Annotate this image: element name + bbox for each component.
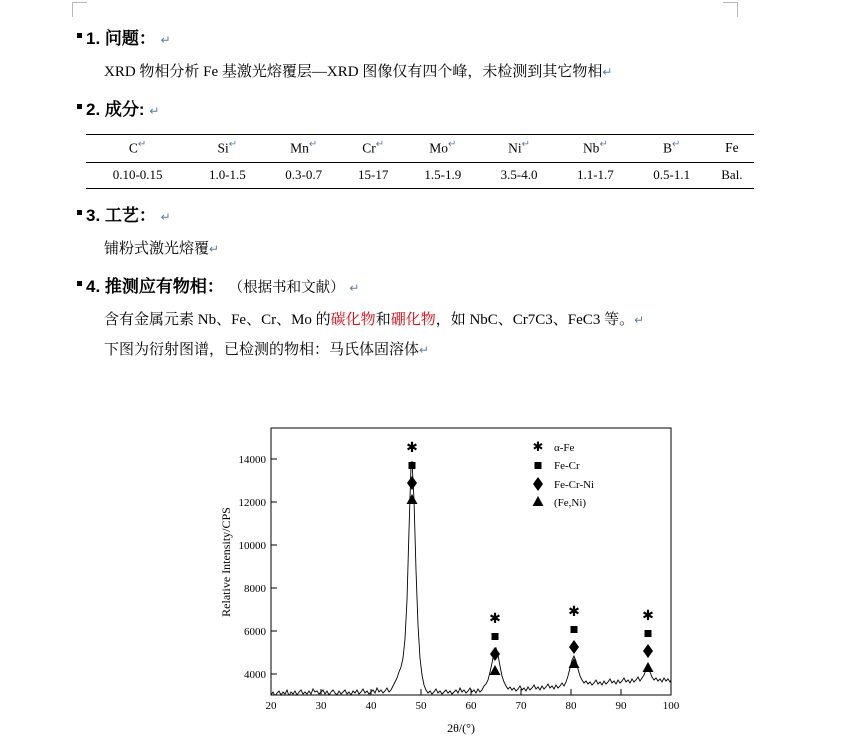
table-cell: 0.10-0.15 [86,162,189,188]
header-label: Si [217,140,229,156]
legend-label: α-Fe [554,442,575,454]
section-title-1: 问题： [104,29,156,48]
margin-mark-top-left [72,2,87,17]
section-heading-4 [86,274,746,301]
section-number-4: 4. [86,276,101,296]
xrd-chart [196,420,796,750]
section-body-text-1: XRD 物相分析 Fe 基激光熔覆层—XRD 图像仅有四个峰，未检测到其它物相 [104,64,603,80]
svg-text:10000: 10000 [238,540,266,552]
svg-text:12000: 12000 [238,497,266,509]
phase-paragraph-line-2 [104,335,746,365]
svg-text:6000: 6000 [244,626,266,638]
header-label: B [662,140,672,156]
table-cell: 1.1-1.7 [557,162,633,188]
svg-text:80: 80 [565,700,577,712]
table-header-cell [189,135,265,163]
svg-text:14000: 14000 [238,454,266,466]
svg-text:4000: 4000 [244,669,266,681]
paragraph-bullet-icon [77,104,82,109]
header-label: Mo [429,140,448,156]
svg-text:8000: 8000 [244,583,266,595]
header-label: C [128,140,138,156]
section-body-text-3: 铺粉式激光熔覆 [104,240,210,257]
svg-text:60: 60 [465,700,477,712]
phase-text-line2: 下图为衍射图谱，已检测的物相：马氏体固溶体 [104,341,420,358]
paragraph-bullet-icon [77,33,82,38]
paragraph-mark-icon: ↵ [308,139,318,150]
square-marker [645,630,652,637]
paragraph-mark-icon: ↵ [228,139,238,150]
phase-text-post: ，如 NbC、Cr7C3、FeC3 等。 [435,311,635,328]
header-label: Cr [362,140,376,156]
paragraph-mark-icon: ↵ [209,241,220,256]
section-number-3: 3. [86,205,101,225]
table-header-row [86,135,754,163]
section-body-3 [104,234,746,264]
square-marker [492,633,499,640]
legend-label: Fe-Cr [554,460,580,472]
star-marker: ✱ [406,441,418,456]
paragraph-mark-icon: ↵ [671,139,681,150]
paragraph-bullet-icon [77,281,82,286]
phase-text-mid: 和 [375,311,391,328]
table-header-cell [405,135,481,163]
table-header-cell [634,135,710,163]
table-cell: 15-17 [342,162,405,188]
paragraph-mark-icon: ↵ [160,209,171,224]
phase-paragraph-line-1 [104,305,746,335]
paragraph-mark-icon: ↵ [602,65,613,79]
table-cell: Bal. [710,162,754,188]
paragraph-mark-icon: ↵ [419,342,430,357]
svg-text:70: 70 [515,700,527,712]
square-marker [571,626,578,633]
section-heading-2 [86,97,746,124]
paragraph-mark-icon: ↵ [149,104,160,118]
svg-text:20: 20 [265,700,277,712]
legend-label: (Fe,Ni) [554,497,587,509]
margin-mark-top-right [723,2,738,17]
header-label: Mn [290,140,309,156]
phase-text-boride: 硼化物 [390,311,436,328]
table-cell: 3.5-4.0 [481,162,557,188]
x-axis-label: 2θ/(°) [447,721,475,735]
xrd-chart-svg [196,420,796,750]
paragraph-mark-icon: ↵ [137,139,147,150]
paragraph-mark-icon: ↵ [634,312,645,327]
section-title-4: 推测应有物相： [104,276,224,296]
plot-frame [271,428,671,695]
paragraph-mark-icon: ↵ [349,280,360,295]
table-cell: 1.0-1.5 [189,162,265,188]
section-subtitle-4: （根据书和文献） [228,279,345,296]
table-header-cell [266,135,342,163]
table-header-cell [86,135,189,163]
svg-text:30: 30 [315,700,327,712]
section-number-1: 1. [86,29,101,48]
header-label: Fe [725,139,739,155]
section-heading-3 [86,203,746,230]
legend-label: Fe-Cr-Ni [554,479,595,491]
table-cell: 0.5-1.1 [634,162,710,188]
paragraph-mark-icon: ↵ [375,139,385,150]
section-title-2: 成分: [104,100,145,119]
table-row [86,162,754,188]
svg-text:90: 90 [615,700,627,712]
section-title-3: 工艺： [104,205,156,225]
star-marker: ✱ [642,609,654,624]
table-header-cell [342,135,405,163]
header-label: Nb [582,140,600,156]
paragraph-mark-icon: ↵ [521,139,531,150]
composition-table-wrapper [86,134,754,189]
y-axis-label: Relative Intensity/CPS [219,507,233,617]
svg-text:40: 40 [365,700,377,712]
table-header-cell [481,135,557,163]
legend-square-icon [535,462,542,469]
composition-table [86,134,754,189]
table-header-cell [710,135,754,163]
paragraph-bullet-icon [77,210,82,215]
star-marker: ✱ [568,605,580,620]
section-body-1 [104,57,746,87]
section-heading-1 [86,26,746,53]
phase-text-carbide: 碳化物 [330,311,376,328]
phase-text-pre: 含有金属元素 Nb、Fe、Cr、Mo 的 [104,311,331,328]
paragraph-mark-icon: ↵ [447,139,457,150]
document-content [86,26,746,375]
star-marker: ✱ [489,612,501,627]
table-header-cell [557,135,633,163]
section-number-2: 2. [86,100,101,119]
table-cell: 0.3-0.7 [266,162,342,188]
paragraph-mark-icon: ↵ [599,139,608,150]
square-marker [409,462,416,469]
paragraph-mark-icon: ↵ [160,33,171,47]
svg-text:50: 50 [415,700,427,712]
header-label: Ni [508,140,522,156]
legend-star-icon: ✱ [532,439,544,454]
svg-text:100: 100 [662,700,680,712]
table-cell: 1.5-1.9 [405,162,481,188]
